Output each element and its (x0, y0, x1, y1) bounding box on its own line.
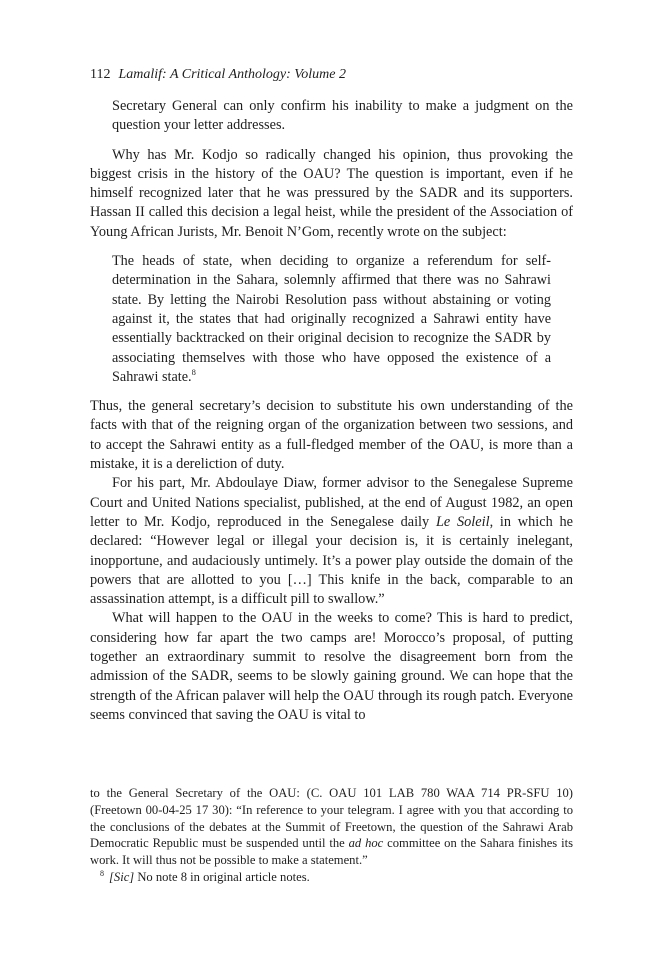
footnote-reference: 8 (191, 366, 196, 377)
footnote-text: to the General Secretary of the OAU: (C. OAU 101 LAB 780 WAA 714 PR-SFU 10) (Freetown 00-04-25 17 30): “In reference to your telegram. I agree with you that according to the conclusions of the debates at the Summit of Freetown, the question of the Sahrawi Arab Democratic Republic must be suspended until the (90, 786, 573, 851)
paragraph-text: For his part, Mr. Abdoulaye Diaw, former advisor to the Senegalese Supreme Court and United Nations specialist, published, at the end of August 1982, an open letter to Mr. Kodjo, reproduced in the Senegalese daily (90, 475, 573, 530)
running-head (90, 66, 573, 84)
footnote-7-continued (90, 785, 573, 869)
paragraph-text: , in which he declared: “However legal or illegal your decision is, it is certainly inelegant, inopportune, and audaciously untimely. It’s a power play outside the domain of the powers that are allotted to you […] This knife in the back, comparable to an assassination attempt, is a difficult pill to swallow.” (90, 513, 573, 608)
paragraph: Thus, the general secretary’s decision to substitute his own understanding of the facts with that of the reigning organ of the organization between two sessions, and to accept the Sahrawi entity as a full-fledged member of the OAU, is more than a mistake, it is a dereliction of duty. (90, 398, 573, 473)
continued-quote-paragraph: Secretary General can only confirm his inability to make a judgment on the question your letter addresses. (112, 98, 573, 134)
footnote-text: No note 8 in original article notes. (134, 869, 310, 884)
paragraph (90, 474, 573, 609)
block-quote (112, 252, 551, 387)
footnote-number: 8 (100, 868, 104, 878)
footnote-italic: [Sic] (109, 869, 135, 884)
paragraph: What will happen to the OAU in the weeks to come? This is hard to predict, considering how far apart the two camps are! Morocco’s proposal, of putting together an extraordinary summit to resolve the disagreement born from the admission of the SADR, seems to be slowly gaining ground. We can hope that the strength of the African palaver will help the OAU through its rough patch. Everyone seems convinced that saving the OAU is vital to (90, 610, 573, 723)
paragraph: Why has Mr. Kodjo so radically changed his opinion, thus provoking the biggest crisis in the history of the OAU? The question is important, even if he himself recognized later that he was pressured by the SADR and its supporters. Hassan II called this decision a legal heist, while the president of the Association of Young African Jurists, Mr. Benoit N’Gom, recently wrote on the subject: (90, 146, 573, 240)
newspaper-title: Le Soleil (435, 513, 490, 530)
page-number: 112 (90, 67, 111, 82)
block-quote-text: The heads of state, when deciding to organize a referendum for self-determination in the Sahara, solemnly affirmed that there was no Sahrawi state. By letting the Nairobi Resolution pass without abstaining or voting against it, the states that had originally recognized a Sahrawi entity have essentially backtracked on their original decision to recognize the SADR by associating themselves with those who have opposed the existence of a Sahrawi state. (112, 253, 551, 385)
book-title: Lamalif: A Critical Anthology: Volume 2 (118, 67, 346, 82)
footnote-italic: ad hoc (348, 836, 384, 851)
footnotes (90, 785, 573, 886)
footnote-text: committee on the Sahara finishes its work. It will thus not be possible to make a statement.” (90, 836, 573, 868)
main-text (90, 97, 573, 725)
footnote-8 (90, 869, 573, 886)
